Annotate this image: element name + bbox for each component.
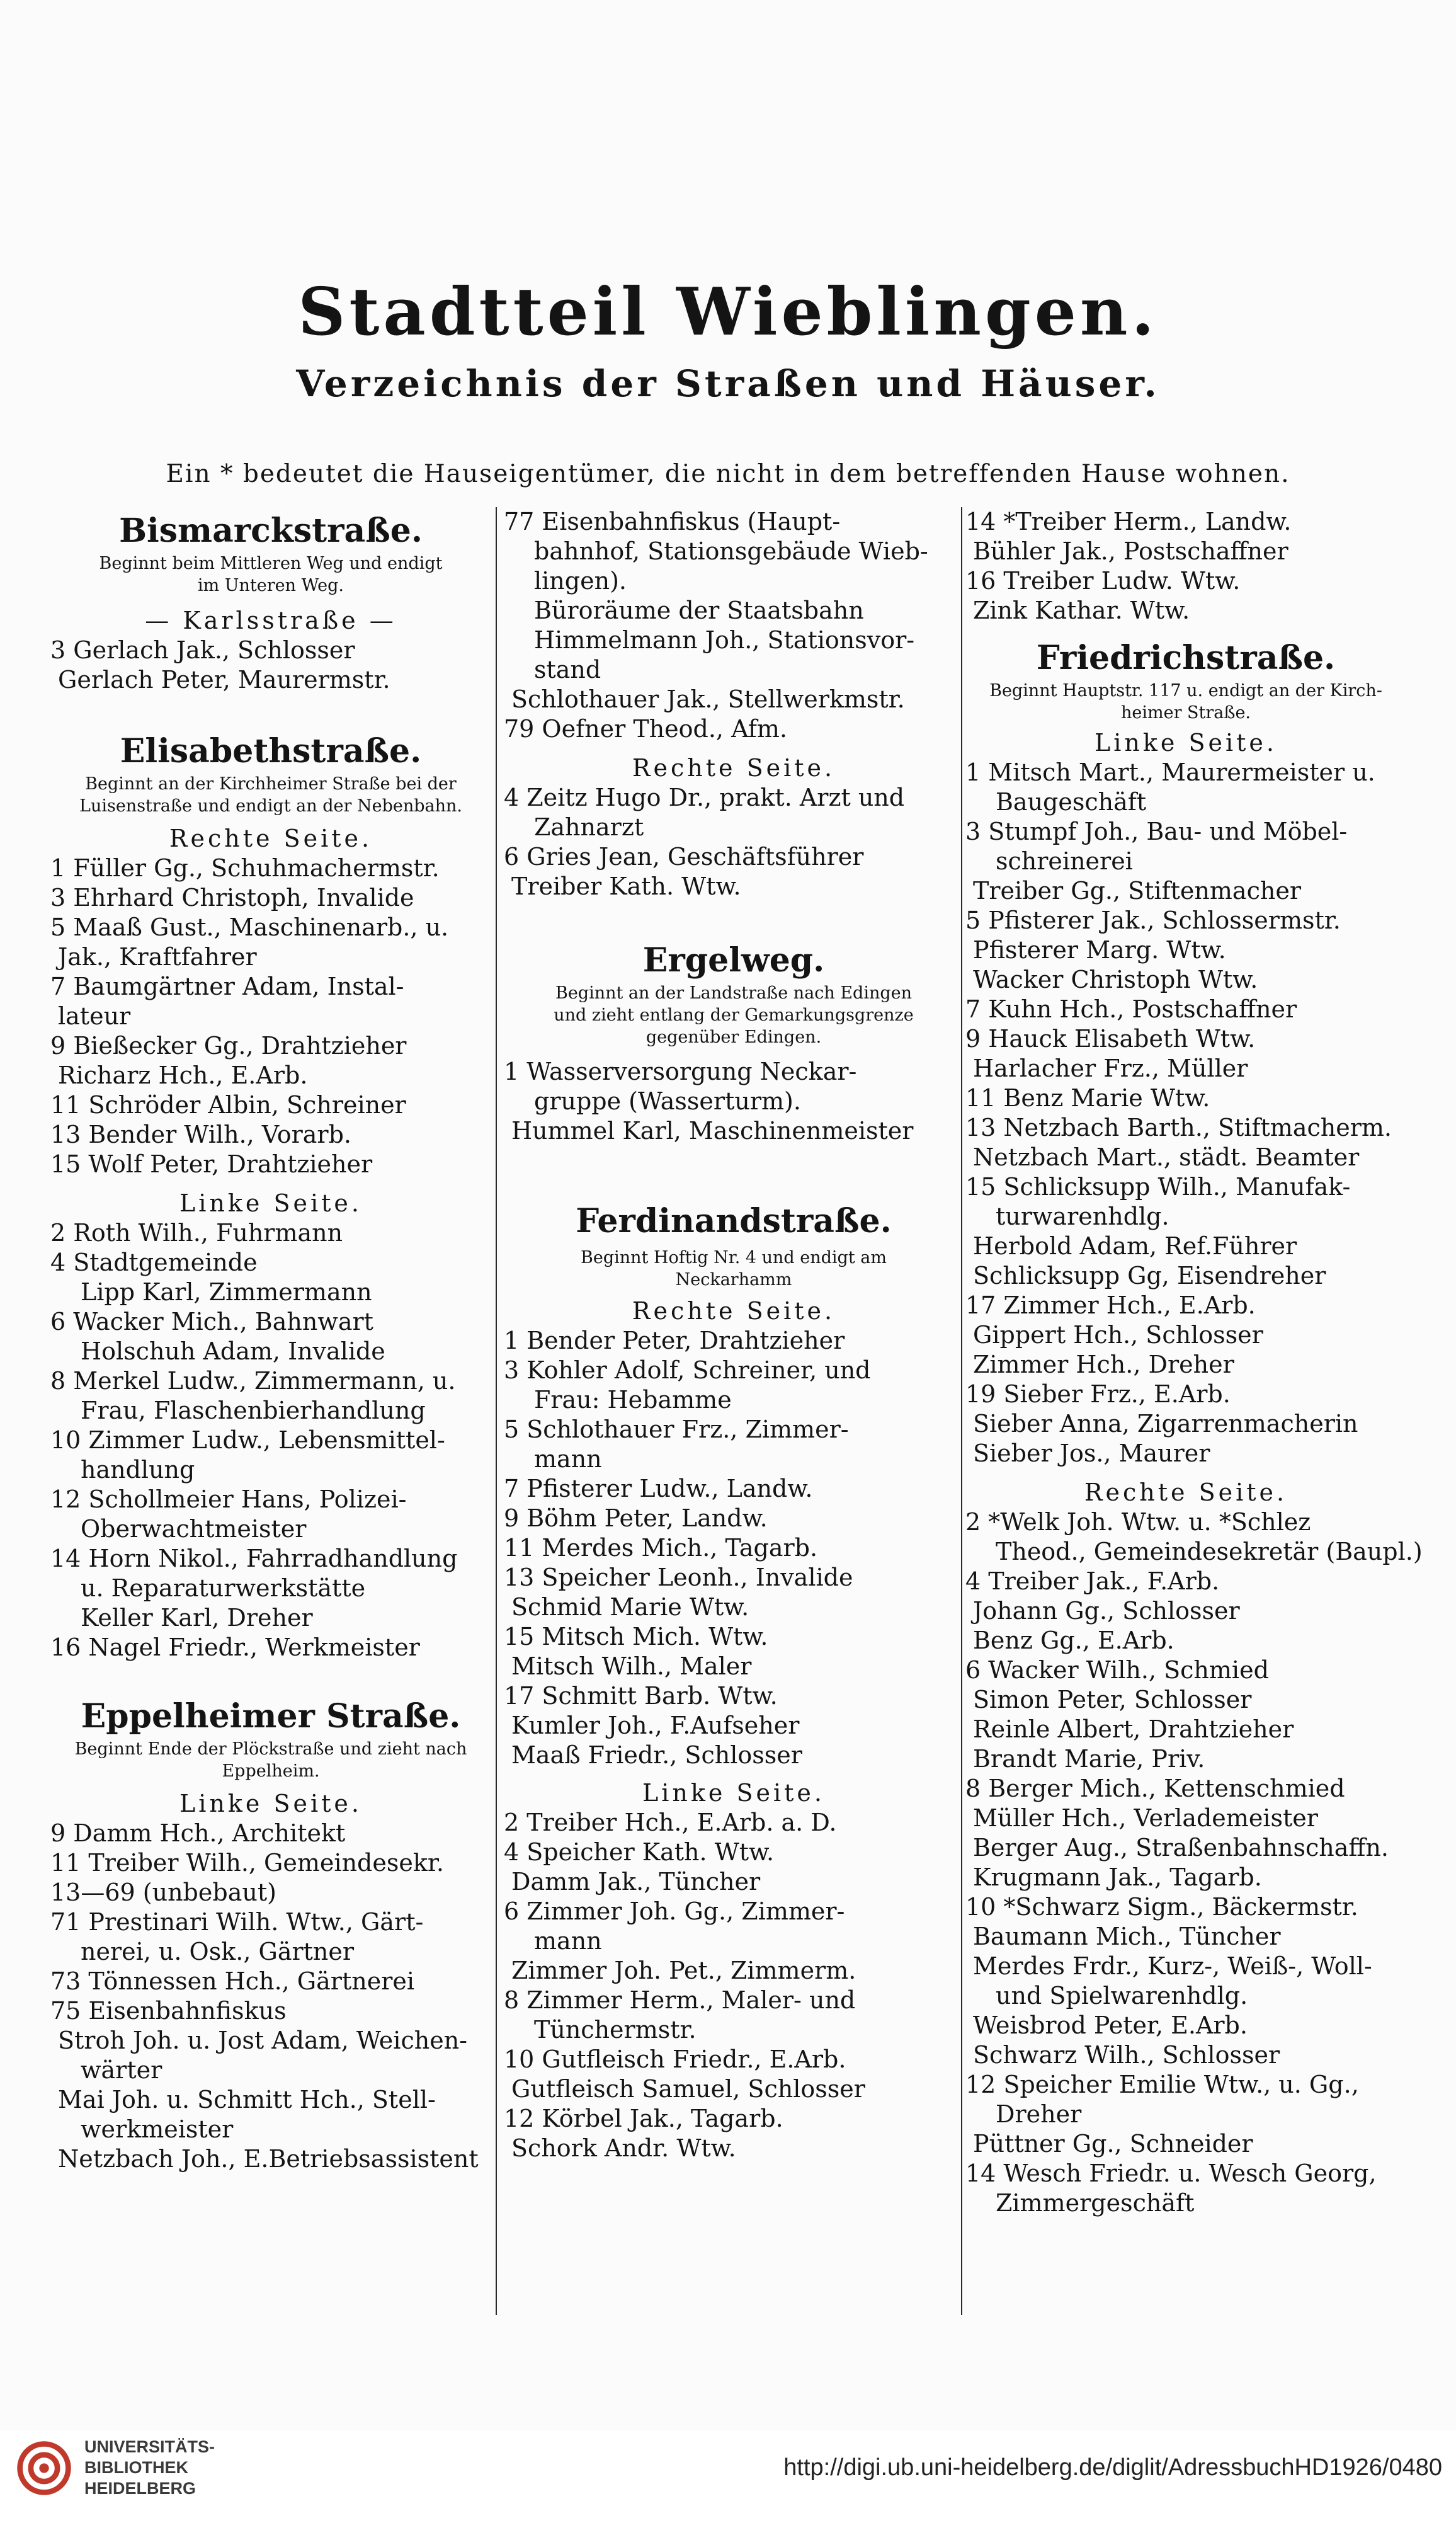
address-entry: Netzbach Mart., städt. Beamter (973, 1143, 1360, 1171)
address-entry: 15 Schlicksupp Wilh., Manufak- (965, 1173, 1351, 1201)
address-entry: mann (534, 1927, 602, 1955)
address-entry: Harlacher Frz., Müller (973, 1055, 1248, 1082)
address-entry: 6 Gries Jean, Geschäftsführer (504, 843, 864, 871)
address-entry: 12 Körbel Jak., Tagarb. (504, 2105, 783, 2132)
street-heading: Ferdinandstraße. (576, 1202, 892, 1240)
address-entry: Weisbrod Peter, E.Arb. (973, 2011, 1248, 2039)
address-entry: 4 Zeitz Hugo Dr., prakt. Arzt und (504, 784, 905, 811)
address-entry: Sieber Anna, Zigarrenmacherin (973, 1410, 1358, 1438)
address-entry: 71 Prestinari Wilh. Wtw., Gärt- (50, 1908, 424, 1936)
street-description: gegenüber Edingen. (646, 1027, 822, 1047)
address-entry: Maaß Friedr., Schlosser (511, 1741, 802, 1769)
column-1 (50, 507, 491, 2174)
address-entry: Gerlach Peter, Maurermstr. (58, 666, 390, 694)
side-label: Linke Seite. (179, 1189, 362, 1217)
address-entry: Keller Karl, Dreher (81, 1604, 313, 1632)
address-entry: 10 Zimmer Ludw., Lebensmittel- (50, 1426, 445, 1454)
address-entry: Krugmann Jak., Tagarb. (973, 1863, 1262, 1891)
address-entry: Püttner Gg., Schneider (973, 2130, 1253, 2158)
street-description: Eppelheim. (222, 1761, 320, 1781)
address-entry: Brandt Marie, Priv. (973, 1745, 1205, 1773)
address-entry: 6 Wacker Mich., Bahnwart (50, 1308, 373, 1335)
column-divider (496, 507, 497, 2315)
address-entry: 3 Stumpf Joh., Bau- und Möbel- (965, 818, 1348, 845)
address-entry: 17 Zimmer Hch., E.Arb. (965, 1291, 1256, 1319)
street-heading: Eppelheimer Straße. (81, 1697, 461, 1736)
address-entry: Zimmergeschäft (996, 2189, 1195, 2217)
address-entry: Schlicksupp Gg, Eisendreher (973, 1262, 1326, 1290)
address-entry: Baumann Mich., Tüncher (973, 1923, 1281, 1950)
address-entry: Berger Aug., Straßenbahnschaffn. (973, 1834, 1389, 1862)
side-label: Rechte Seite. (169, 825, 373, 852)
address-entry: Zimmer Hch., Dreher (973, 1351, 1234, 1378)
address-entry: Jak., Kraftfahrer (58, 943, 257, 971)
address-entry: Gutfleisch Samuel, Schlosser (511, 2075, 865, 2103)
address-entry: und Spielwarenhdlg. (996, 1982, 1248, 2010)
address-entry: 7 Pfisterer Ludw., Landw. (504, 1475, 813, 1502)
address-entry: Büroräume der Staatsbahn (534, 597, 864, 624)
address-entry: 16 Nagel Friedr., Werkmeister (50, 1633, 420, 1661)
street-description: im Unteren Weg. (197, 576, 344, 595)
address-entry: Reinle Albert, Drahtzieher (973, 1715, 1294, 1743)
street-description: Luisenstraße und endigt an der Nebenbahn. (79, 796, 462, 816)
address-entry: Pfisterer Marg. Wtw. (973, 936, 1226, 964)
address-entry: 13 Netzbach Barth., Stiftmacherm. (965, 1114, 1392, 1141)
address-entry: Kumler Joh., F.Aufseher (511, 1712, 800, 1739)
address-entry: 11 Schröder Albin, Schreiner (50, 1091, 406, 1119)
address-entry: 4 Stadtgemeinde (50, 1249, 258, 1276)
address-entry: 11 Benz Marie Wtw. (965, 1084, 1210, 1112)
street-heading: Friedrichstraße. (1036, 639, 1336, 677)
address-entry: 17 Schmitt Barb. Wtw. (504, 1682, 778, 1710)
address-entry: Zink Kathar. Wtw. (973, 597, 1190, 624)
address-entry: Bühler Jak., Postschaffner (973, 537, 1288, 565)
address-entry: Schlothauer Jak., Stellwerkmstr. (511, 685, 905, 713)
address-entry: 1 Füller Gg., Schuhmachermstr. (50, 854, 440, 882)
street-heading: Bismarckstraße. (119, 512, 423, 550)
address-entry: 3 Gerlach Jak., Schlosser (50, 636, 355, 664)
library-name-line: HEIDELBERG (84, 2479, 196, 2498)
address-entry: 11 Merdes Mich., Tagarb. (504, 1534, 818, 1562)
library-name-line: BIBLIOTHEK (84, 2458, 188, 2477)
address-entry: 6 Zimmer Joh. Gg., Zimmer- (504, 1897, 845, 1925)
side-label: — Karlsstraße — (145, 607, 397, 634)
page-title: Stadtteil Wieblingen. (298, 273, 1158, 350)
address-entry: Tünchermstr. (534, 2016, 697, 2044)
address-entry: 5 Pfisterer Jak., Schlossermstr. (965, 907, 1341, 934)
address-entry: Merdes Frdr., Kurz-, Weiß-, Woll- (973, 1952, 1372, 1980)
address-entry: stand (534, 656, 601, 683)
address-entry: 9 Hauck Elisabeth Wtw. (965, 1025, 1256, 1053)
address-entry: Himmelmann Joh., Stationsvor- (534, 626, 915, 654)
address-entry: 13—69 (unbebaut) (50, 1879, 276, 1906)
address-entry: Müller Hch., Verlademeister (973, 1804, 1318, 1832)
address-entry: Netzbach Joh., E.Betriebsassistent (58, 2145, 479, 2173)
address-entry: Damm Jak., Tüncher (511, 1868, 761, 1896)
street-description: Beginnt Ende der Plöckstraße und zieht nach (74, 1739, 467, 1759)
address-entry: Herbold Adam, Ref.Führer (973, 1232, 1297, 1260)
library-logo-icon (14, 2438, 74, 2498)
address-entry: 10 Gutfleisch Friedr., E.Arb. (504, 2045, 846, 2073)
street-heading: Elisabethstraße. (120, 732, 422, 770)
address-entry: 3 Kohler Adolf, Schreiner, und (504, 1356, 871, 1384)
address-entry: Frau: Hebamme (534, 1386, 732, 1414)
page-subtitle: Verzeichnis der Straßen und Häuser. (296, 362, 1160, 405)
address-entry: 15 Wolf Peter, Drahtzieher (50, 1150, 373, 1178)
address-entry: Dreher (996, 2100, 1082, 2128)
address-entry: bahnhof, Stationsgebäude Wieb- (534, 537, 928, 565)
address-entry: 79 Oefner Theod., Afm. (504, 715, 788, 743)
address-entry: Wacker Christoph Wtw. (973, 966, 1258, 993)
address-entry: Benz Gg., E.Arb. (973, 1627, 1174, 1654)
street-description: Neckarhamm (675, 1270, 792, 1290)
address-entry: 12 Schollmeier Hans, Polizei- (50, 1485, 407, 1513)
side-label: Linke Seite. (1095, 729, 1277, 757)
address-entry: Sieber Jos., Maurer (973, 1439, 1210, 1467)
address-entry: Richarz Hch., E.Arb. (58, 1061, 308, 1089)
address-entry: Johann Gg., Schlosser (973, 1597, 1240, 1625)
address-entry: 15 Mitsch Mich. Wtw. (504, 1623, 768, 1650)
address-entry: schreinerei (996, 847, 1133, 875)
address-entry: handlung (81, 1456, 195, 1484)
address-entry: Treiber Gg., Stiftenmacher (973, 877, 1301, 905)
address-entry: 2 *Welk Joh. Wtw. u. *Schlez (965, 1508, 1311, 1536)
intro-note: Ein * bedeutet die Hauseigentümer, die nicht in dem betreffenden Hause wohnen. (166, 460, 1290, 488)
address-entry: 5 Maaß Gust., Maschinenarb., u. (50, 913, 449, 941)
address-entry: 77 Eisenbahnfiskus (Haupt- (504, 508, 841, 535)
column-2 (504, 507, 964, 2163)
side-label: Linke Seite. (179, 1790, 362, 1817)
address-entry: 1 Wasserversorgung Neckar- (504, 1058, 857, 1085)
library-name-line: UNIVERSITÄTS- (84, 2437, 215, 2456)
address-entry: 8 Merkel Ludw., Zimmermann, u. (50, 1367, 456, 1395)
address-entry: 13 Speicher Leonh., Invalide (504, 1564, 853, 1591)
address-entry: 3 Ehrhard Christoph, Invalide (50, 884, 414, 912)
address-entry: 8 Berger Mich., Kettenschmied (965, 1775, 1345, 1802)
address-entry: Baugeschäft (996, 788, 1147, 816)
street-description: Beginnt an der Landstraße nach Edingen (555, 983, 913, 1003)
address-entry: 75 Eisenbahnfiskus (50, 1997, 287, 2025)
address-entry: 1 Mitsch Mart., Maurermeister u. (965, 758, 1375, 786)
side-label: Linke Seite. (642, 1779, 825, 1807)
address-entry: 10 *Schwarz Sigm., Bäckermstr. (965, 1893, 1358, 1921)
library-name (84, 2437, 215, 2499)
street-heading: Ergelweg. (642, 941, 825, 980)
address-entry: gruppe (Wasserturm). (534, 1087, 801, 1115)
address-entry: 16 Treiber Ludw. Wtw. (965, 567, 1241, 595)
address-entry: 19 Sieber Frz., E.Arb. (965, 1380, 1231, 1408)
address-entry: 2 Treiber Hch., E.Arb. a. D. (504, 1809, 837, 1836)
address-entry: lingen). (534, 567, 627, 595)
address-entry: 2 Roth Wilh., Fuhrmann (50, 1219, 343, 1247)
address-entry: Gippert Hch., Schlosser (973, 1321, 1263, 1349)
address-entry: Mitsch Wilh., Maler (511, 1652, 752, 1680)
address-entry: Simon Peter, Schlosser (973, 1686, 1252, 1713)
address-entry: Hummel Karl, Maschinenmeister (511, 1117, 914, 1145)
address-entry: Mai Joh. u. Schmitt Hch., Stell- (58, 2086, 436, 2113)
address-entry: 7 Kuhn Hch., Postschaffner (965, 995, 1297, 1023)
page-header (0, 271, 1456, 406)
address-entry: u. Reparaturwerkstätte (81, 1574, 366, 1602)
address-entry: 11 Treiber Wilh., Gemeindesekr. (50, 1849, 444, 1877)
address-entry: werkmeister (81, 2115, 234, 2143)
address-entry: Frau, Flaschenbierhandlung (81, 1397, 426, 1424)
address-entry: Oberwachtmeister (81, 1515, 307, 1543)
address-entry: 4 Speicher Kath. Wtw. (504, 1838, 775, 1866)
street-description: und zieht entlang der Gemarkungsgrenze (554, 1005, 914, 1025)
source-url-link[interactable]: http://digi.ub.uni-heidelberg.de/diglit/AdressbuchHD1926/0480 (783, 2454, 1442, 2481)
address-entry: Zahnarzt (534, 813, 644, 841)
street-description: Beginnt Hoftig Nr. 4 und endigt am (581, 1248, 887, 1267)
address-entry: 5 Schlothauer Frz., Zimmer- (504, 1416, 849, 1443)
address-entry: 8 Zimmer Herm., Maler- und (504, 1986, 856, 2014)
side-label: Rechte Seite. (632, 754, 836, 782)
address-entry: 7 Baumgärtner Adam, Instal- (50, 973, 404, 1000)
address-entry: 13 Bender Wilh., Vorarb. (50, 1121, 352, 1148)
address-entry: 9 Bießecker Gg., Drahtzieher (50, 1032, 407, 1060)
column-3 (965, 507, 1423, 2218)
footer-bar (0, 2430, 1456, 2528)
address-entry: Holschuh Adam, Invalide (81, 1337, 385, 1365)
address-entry: Schwarz Wilh., Schlosser (973, 2041, 1280, 2069)
side-label: Rechte Seite. (1084, 1478, 1288, 1506)
address-entry: 14 Wesch Friedr. u. Wesch Georg, (965, 2159, 1377, 2187)
address-entry: 1 Bender Peter, Drahtzieher (504, 1327, 845, 1354)
street-description: heimer Straße. (1120, 703, 1251, 723)
address-entry: lateur (58, 1002, 131, 1030)
address-entry: Schork Andr. Wtw. (511, 2134, 736, 2162)
library-logo[interactable] (14, 2437, 215, 2499)
address-entry: 14 Horn Nikol., Fahrradhandlung (50, 1545, 458, 1572)
address-entry: 73 Tönnessen Hch., Gärtnerei (50, 1967, 415, 1995)
address-entry: turwarenhdlg. (996, 1203, 1169, 1230)
street-description: Beginnt beim Mittleren Weg und endigt (99, 554, 443, 573)
address-entry: Zimmer Joh. Pet., Zimmerm. (511, 1957, 856, 1984)
address-entry: 9 Böhm Peter, Landw. (504, 1504, 768, 1532)
address-entry: Theod., Gemeindesekretär (Baupl.) (996, 1538, 1423, 1565)
address-entry: 4 Treiber Jak., F.Arb. (965, 1567, 1220, 1595)
address-entry: 9 Damm Hch., Architekt (50, 1819, 346, 1847)
address-entry: Schmid Marie Wtw. (511, 1593, 749, 1621)
address-entry: Treiber Kath. Wtw. (511, 872, 741, 900)
street-description: Beginnt Hauptstr. 117 u. endigt an der Kirch- (989, 681, 1382, 701)
address-entry: mann (534, 1445, 602, 1473)
address-entry: 12 Speicher Emilie Wtw., u. Gg., (965, 2071, 1359, 2098)
street-description: Beginnt an der Kirchheimer Straße bei der (85, 774, 457, 794)
address-entry: Stroh Joh. u. Jost Adam, Weichen- (58, 2027, 468, 2054)
side-label: Rechte Seite. (632, 1297, 836, 1325)
address-entry: 6 Wacker Wilh., Schmied (965, 1656, 1269, 1684)
address-entry: 14 *Treiber Herm., Landw. (965, 508, 1292, 535)
address-entry: wärter (81, 2056, 162, 2084)
address-entry: Lipp Karl, Zimmermann (81, 1278, 372, 1306)
address-entry: nerei, u. Osk., Gärtner (81, 1938, 355, 1965)
